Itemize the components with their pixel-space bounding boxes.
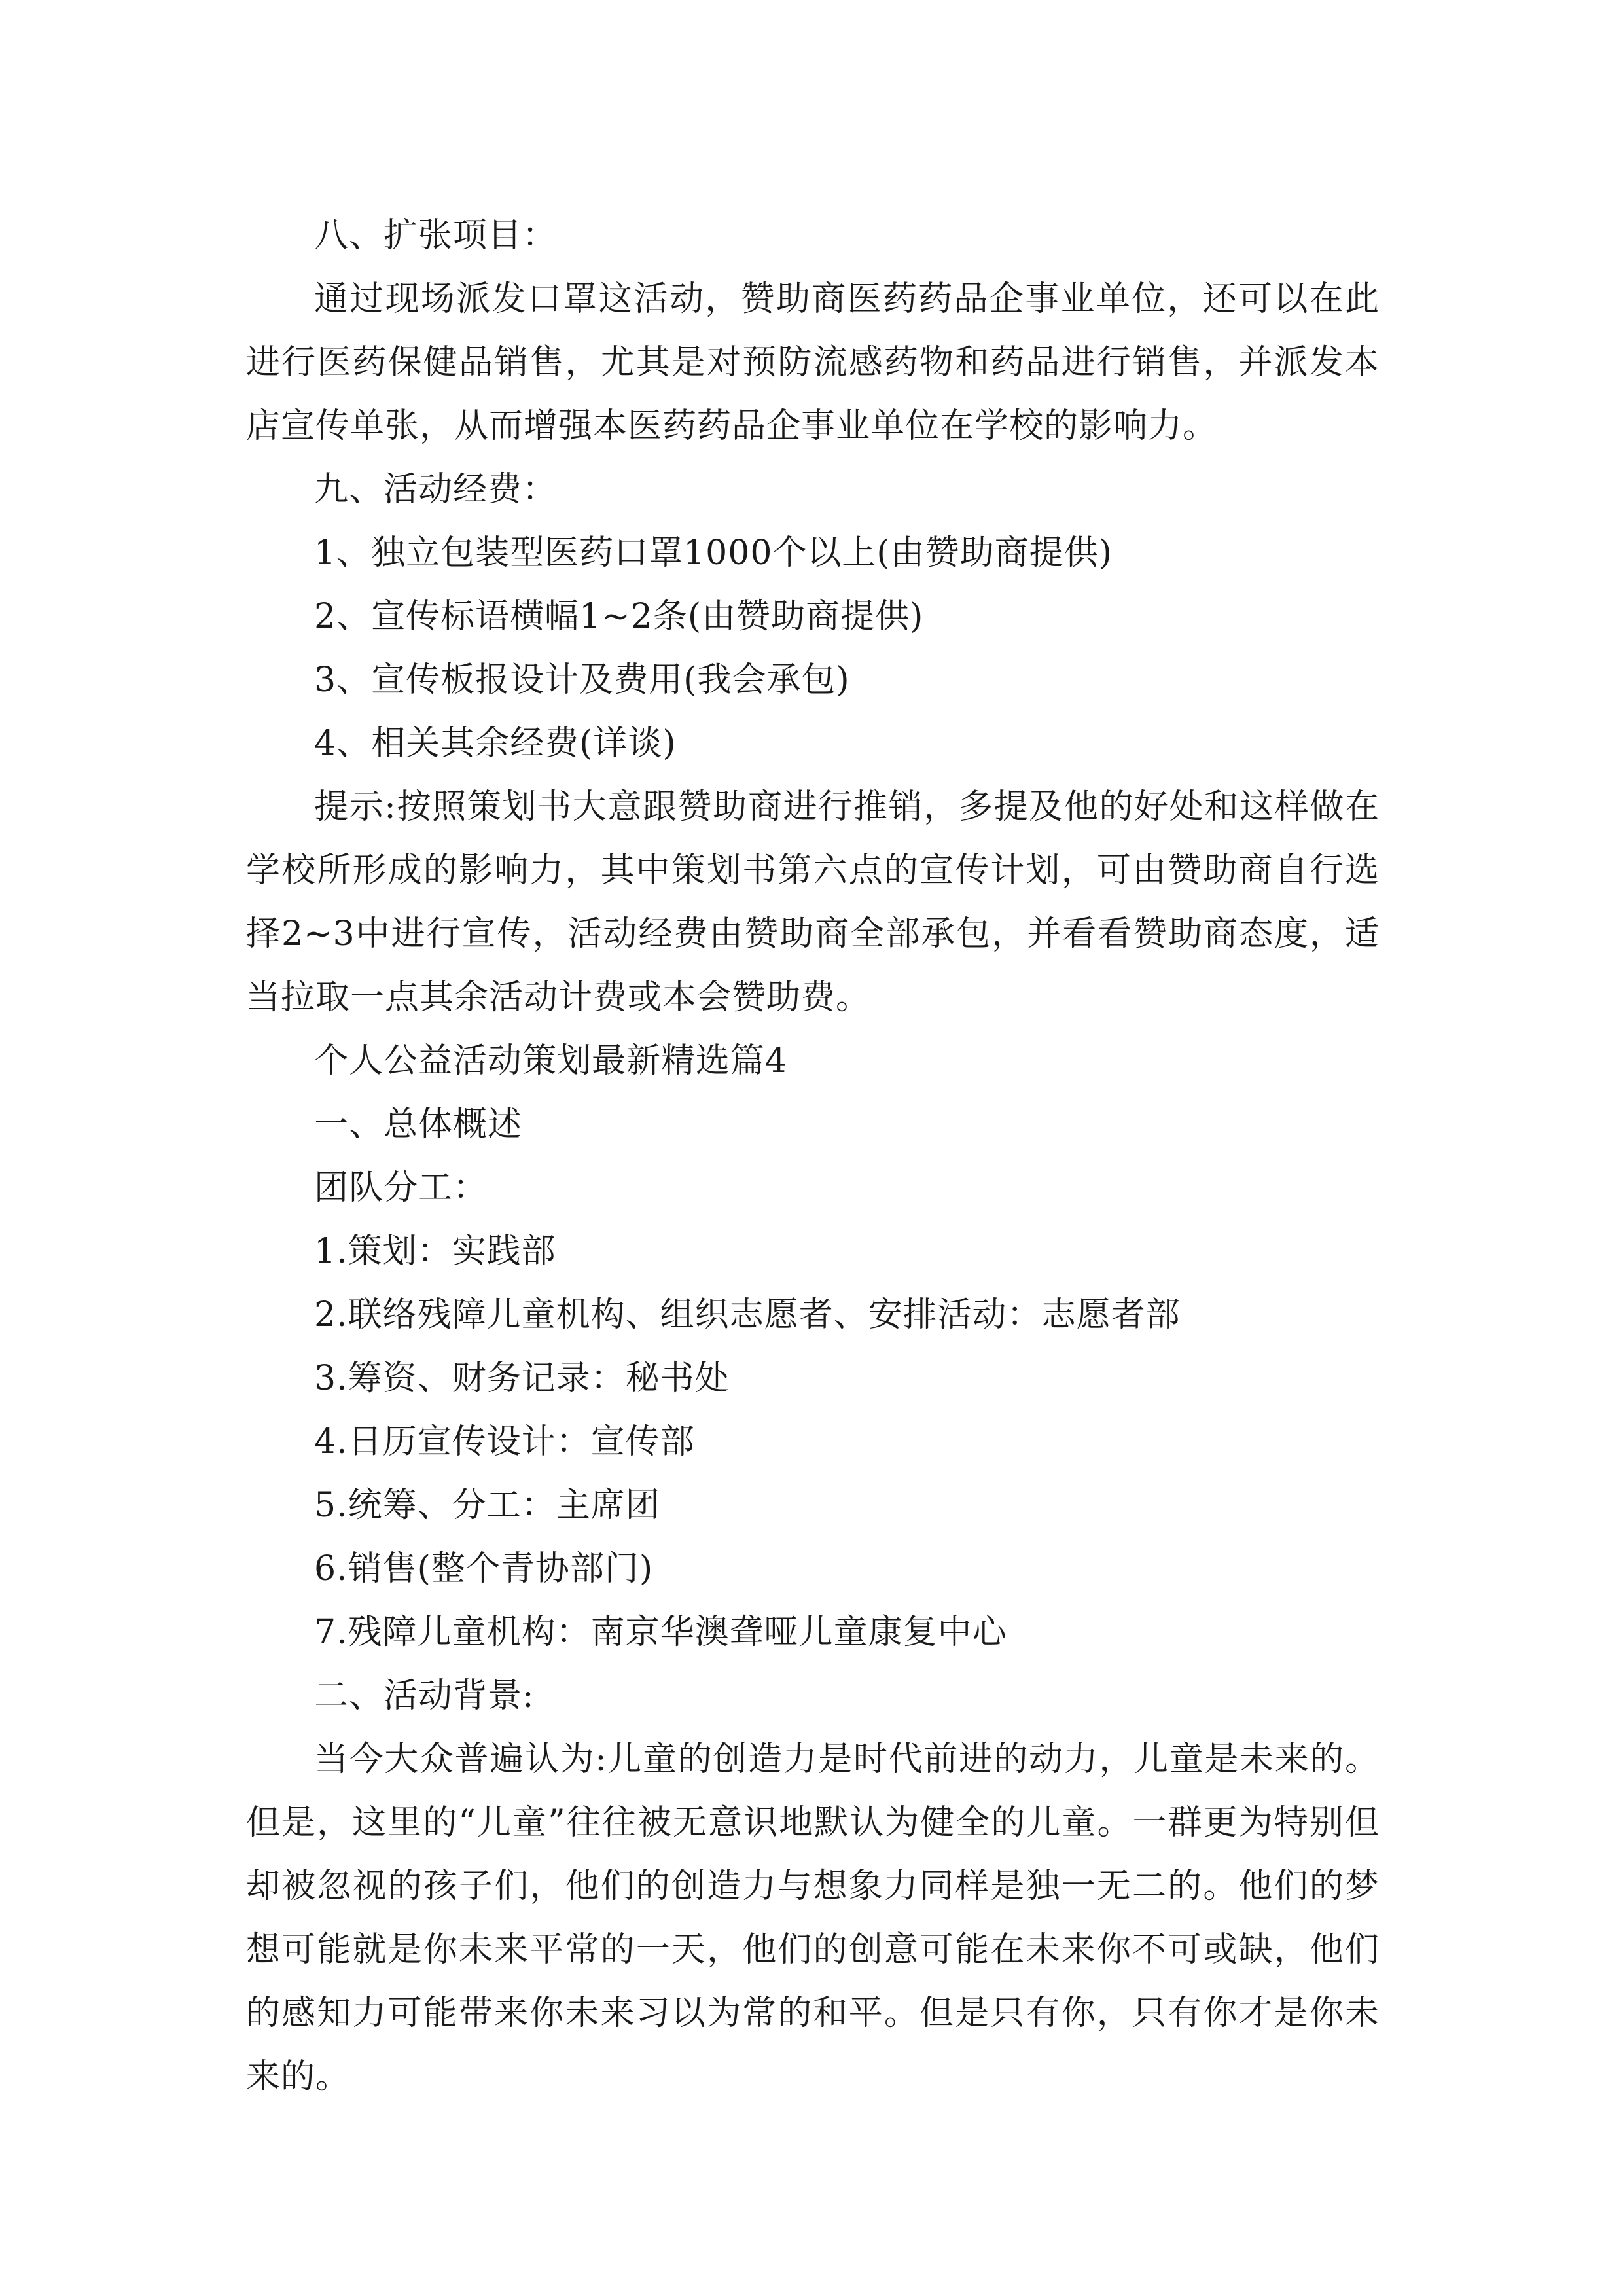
section-heading-expansion: 八、扩张项目： xyxy=(314,216,558,255)
paragraph-tip: 提示:按照策划书大意跟赞助商进行推销，多提及他的好处和这样做在学校所形成的影响力，其中策划书第六点的宣传计划，可由赞助商自行选择2~3中进行宣传，活动经费由赞助商全部承包，并看看赞助商态度，适当拉取一点其余活动计费或本会赞助费。 xyxy=(246,787,1380,1017)
list-item-team-5: 5.统筹、分工：主席团 xyxy=(314,1486,660,1525)
section-heading-overview: 一、总体概述 xyxy=(314,1105,523,1144)
list-item-team-1: 1.策划：实践部 xyxy=(314,1232,556,1271)
section-heading-funding: 九、活动经费： xyxy=(314,470,558,509)
list-item-funding-1: 1、独立包装型医药口罩1000个以上(由赞助商提供) xyxy=(314,533,1113,573)
paragraph-expansion-description: 通过现场派发口罩这活动，赞助商医药药品企事业单位，还可以在此进行医药保健品销售，尤其是对预防流感药物和药品进行销售，并派发本店宣传单张，从而增强本医药药品企事业单位在学校的影响力。 xyxy=(246,279,1380,446)
section-heading-background: 二、活动背景: xyxy=(314,1676,535,1715)
list-item-team-2: 2.联络残障儿童机构、组织志愿者、安排活动：志愿者部 xyxy=(314,1295,1181,1335)
document-body xyxy=(246,204,1380,2109)
list-item-funding-3: 3、宣传板报设计及费用(我会承包) xyxy=(314,660,850,700)
paragraph-background: 当今大众普遍认为:儿童的创造力是时代前进的动力，儿童是未来的。但是，这里的“儿童”往往被无意识地默认为健全的儿童。一群更为特别但却被忽视的孩子们，他们的创造力与想象力同样是独一无二的。他们的梦想可能就是你未来平常的一天，他们的创意可能在未来你不可或缺，他们的感知力可能带来你未来习以为常的和平。但是只有你，只有你才是你未来的。 xyxy=(246,1740,1380,2096)
list-item-team-7: 7.残障儿童机构：南京华澳聋哑儿童康复中心 xyxy=(314,1613,1007,1652)
article-title: 个人公益活动策划最新精选篇4 xyxy=(314,1041,788,1081)
subheading-team-division: 团队分工： xyxy=(314,1168,488,1208)
list-item-funding-4: 4、相关其余经费(详谈) xyxy=(314,724,677,763)
list-item-team-6: 6.销售(整个青协部门) xyxy=(314,1549,654,1588)
list-item-funding-2: 2、宣传标语横幅1~2条(由赞助商提供) xyxy=(314,597,924,636)
list-item-team-3: 3.筹资、财务记录：秘书处 xyxy=(314,1359,730,1398)
list-item-team-4: 4.日历宣传设计：宣传部 xyxy=(314,1422,695,1462)
